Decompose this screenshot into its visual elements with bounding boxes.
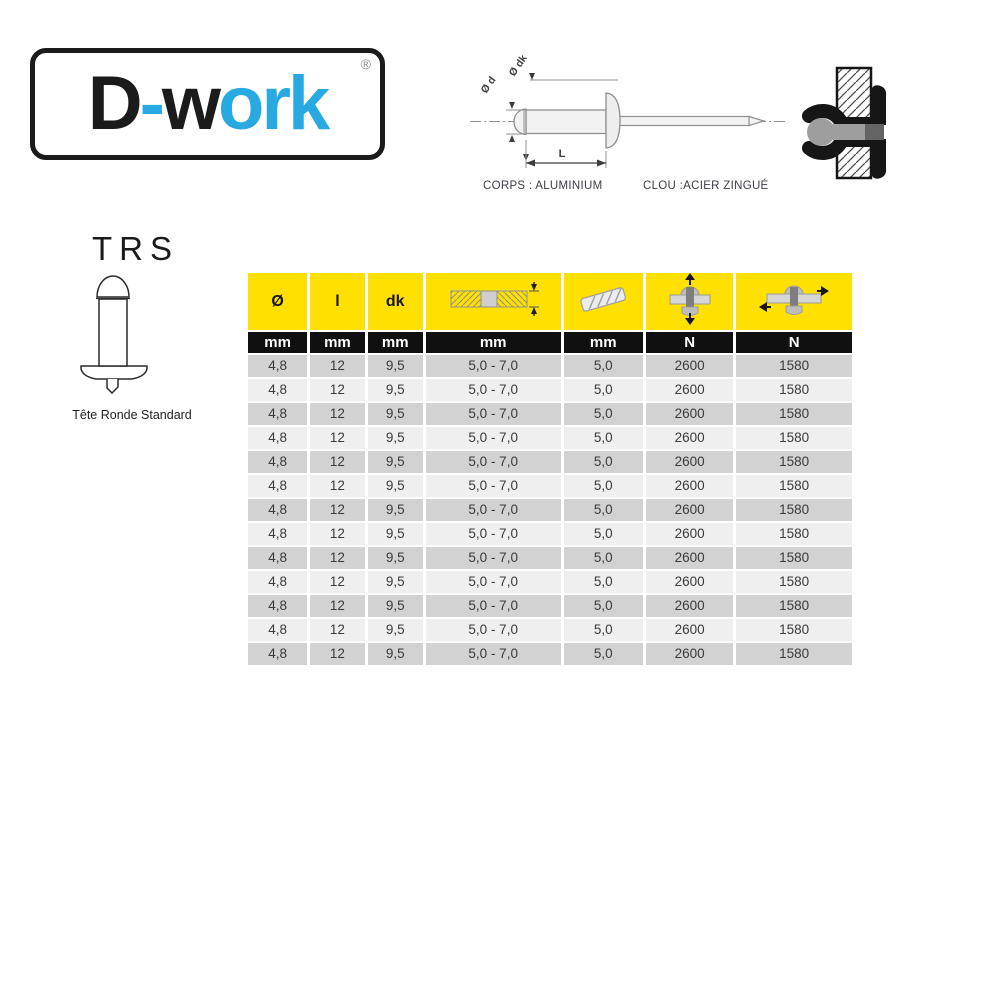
table-cell: 2600 xyxy=(644,594,734,618)
table-cell: 1580 xyxy=(735,474,854,498)
product-code: TRS xyxy=(92,230,179,267)
column-header-clamping xyxy=(424,272,562,331)
table-row xyxy=(247,450,854,474)
table-cell: 12 xyxy=(309,642,366,666)
dim-label-l: L xyxy=(558,148,566,160)
table-cell: 2600 xyxy=(644,402,734,426)
table-cell: 2600 xyxy=(644,642,734,666)
table-cell: 4,8 xyxy=(247,546,309,570)
table-row xyxy=(247,426,854,450)
table-cell: 5,0 - 7,0 xyxy=(424,570,562,594)
product-block xyxy=(52,230,212,422)
logo-segment: D xyxy=(87,61,140,146)
table-cell: 5,0 xyxy=(562,354,644,378)
table-row xyxy=(247,570,854,594)
table-cell: 5,0 xyxy=(562,570,644,594)
table-cell: 1580 xyxy=(735,450,854,474)
registered-trademark-icon: ® xyxy=(360,56,371,72)
table-row xyxy=(247,402,854,426)
table-cell: 5,0 xyxy=(562,642,644,666)
table-cell: 12 xyxy=(309,594,366,618)
table-cell: 9,5 xyxy=(366,378,424,402)
table-cell: 12 xyxy=(309,498,366,522)
table-cell: 5,0 xyxy=(562,426,644,450)
table-row xyxy=(247,594,854,618)
table-cell: 2600 xyxy=(644,546,734,570)
table-cell: 5,0 - 7,0 xyxy=(424,618,562,642)
clamping-range-icon xyxy=(445,281,541,317)
mandrel-head xyxy=(807,118,835,146)
brand-logo xyxy=(30,48,385,160)
table-cell: 9,5 xyxy=(366,402,424,426)
table-cell: 9,5 xyxy=(366,498,424,522)
table-cell: 5,0 xyxy=(562,378,644,402)
table-cell: 2600 xyxy=(644,426,734,450)
table-cell: 1580 xyxy=(735,546,854,570)
table-cell: 2600 xyxy=(644,378,734,402)
table-cell: 4,8 xyxy=(247,594,309,618)
spec-table xyxy=(245,271,855,667)
table-cell: 9,5 xyxy=(366,546,424,570)
unit-cell: N xyxy=(644,331,734,354)
table-cell: 5,0 - 7,0 xyxy=(424,450,562,474)
table-cell: 9,5 xyxy=(366,570,424,594)
table-cell: 2600 xyxy=(644,450,734,474)
unit-cell: mm xyxy=(309,331,366,354)
table-cell: 9,5 xyxy=(366,354,424,378)
table-header-row xyxy=(247,272,854,331)
shear-strength-icon xyxy=(759,279,829,319)
column-header-tensile xyxy=(644,272,734,331)
installed-rivet-illustration xyxy=(793,28,983,188)
unit-cell: mm xyxy=(366,331,424,354)
table-cell: 2600 xyxy=(644,498,734,522)
table-units-row xyxy=(247,331,854,354)
table-row xyxy=(247,642,854,666)
column-header-dk: dk xyxy=(366,272,424,331)
brand-logo-text xyxy=(87,61,328,146)
table-cell: 5,0 - 7,0 xyxy=(424,378,562,402)
table-cell: 9,5 xyxy=(366,426,424,450)
table-cell: 5,0 - 7,0 xyxy=(424,642,562,666)
table-cell: 2600 xyxy=(644,354,734,378)
table-cell: 9,5 xyxy=(366,522,424,546)
table-cell: 5,0 - 7,0 xyxy=(424,354,562,378)
table-cell: 4,8 xyxy=(247,522,309,546)
column-header-shear xyxy=(735,272,854,331)
table-cell: 5,0 xyxy=(562,594,644,618)
unit-cell: mm xyxy=(424,331,562,354)
table-row xyxy=(247,618,854,642)
table-cell: 5,0 xyxy=(562,546,644,570)
rivet-outline-drawing xyxy=(77,272,187,394)
table-cell: 4,8 xyxy=(247,618,309,642)
table-cell: 1580 xyxy=(735,498,854,522)
table-cell: 12 xyxy=(309,426,366,450)
table-cell: 4,8 xyxy=(247,402,309,426)
unit-cell: N xyxy=(735,331,854,354)
table-cell: 4,8 xyxy=(247,498,309,522)
table-cell: 12 xyxy=(309,570,366,594)
logo-segment: w xyxy=(161,61,219,146)
table-row xyxy=(247,474,854,498)
table-cell: 12 xyxy=(309,546,366,570)
logo-segment: - xyxy=(139,61,162,146)
column-header-diameter: Ø xyxy=(247,272,309,331)
table-cell: 9,5 xyxy=(366,450,424,474)
dim-label-dk: Ø dk xyxy=(506,52,530,79)
table-cell: 5,0 xyxy=(562,522,644,546)
table-cell: 4,8 xyxy=(247,570,309,594)
table-cell: 12 xyxy=(309,378,366,402)
table-cell: 5,0 - 7,0 xyxy=(424,594,562,618)
table-cell: 9,5 xyxy=(366,474,424,498)
table-cell: 5,0 - 7,0 xyxy=(424,426,562,450)
tensile-strength-icon xyxy=(667,273,713,325)
table-cell: 12 xyxy=(309,474,366,498)
table-cell: 5,0 - 7,0 xyxy=(424,522,562,546)
column-header-drill xyxy=(562,272,644,331)
table-cell: 4,8 xyxy=(247,426,309,450)
table-cell: 4,8 xyxy=(247,450,309,474)
table-cell: 1580 xyxy=(735,522,854,546)
table-cell: 5,0 - 7,0 xyxy=(424,402,562,426)
table-cell: 2600 xyxy=(644,522,734,546)
logo-segment: ork xyxy=(218,61,328,146)
table-row xyxy=(247,546,854,570)
table-cell: 12 xyxy=(309,354,366,378)
table-cell: 5,0 - 7,0 xyxy=(424,546,562,570)
table-cell: 5,0 xyxy=(562,618,644,642)
table-cell: 1580 xyxy=(735,642,854,666)
table-cell: 1580 xyxy=(735,426,854,450)
table-cell: 4,8 xyxy=(247,378,309,402)
table-cell: 9,5 xyxy=(366,642,424,666)
table-cell: 5,0 - 7,0 xyxy=(424,498,562,522)
table-cell: 4,8 xyxy=(247,474,309,498)
table-cell: 1580 xyxy=(735,402,854,426)
dim-label-d: Ø d xyxy=(478,74,499,96)
table-cell: 1580 xyxy=(735,354,854,378)
rivet-technical-drawing xyxy=(468,50,798,180)
table-cell: 4,8 xyxy=(247,354,309,378)
product-name: Tête Ronde Standard xyxy=(72,408,192,422)
drill-diameter-icon xyxy=(572,284,634,314)
table-cell: 2600 xyxy=(644,474,734,498)
table-cell: 9,5 xyxy=(366,594,424,618)
table-cell: 4,8 xyxy=(247,642,309,666)
table-cell: 5,0 xyxy=(562,474,644,498)
table-cell: 1580 xyxy=(735,594,854,618)
table-cell: 2600 xyxy=(644,570,734,594)
nail-material-caption: CLOU :ACIER ZINGUÉ xyxy=(643,180,769,192)
table-cell: 12 xyxy=(309,522,366,546)
table-cell: 5,0 xyxy=(562,498,644,522)
column-header-length: l xyxy=(309,272,366,331)
table-cell: 1580 xyxy=(735,378,854,402)
table-cell: 5,0 xyxy=(562,402,644,426)
table-cell: 12 xyxy=(309,402,366,426)
table-row xyxy=(247,354,854,378)
unit-cell: mm xyxy=(247,331,309,354)
spec-table-body xyxy=(247,354,854,666)
unit-cell: mm xyxy=(562,331,644,354)
body-material-caption: CORPS : ALUMINIUM xyxy=(483,180,603,192)
table-cell: 5,0 xyxy=(562,450,644,474)
table-cell: 5,0 - 7,0 xyxy=(424,474,562,498)
table-cell: 1580 xyxy=(735,570,854,594)
table-cell: 1580 xyxy=(735,618,854,642)
table-cell: 12 xyxy=(309,618,366,642)
table-cell: 2600 xyxy=(644,618,734,642)
table-cell: 9,5 xyxy=(366,618,424,642)
table-row xyxy=(247,378,854,402)
table-cell: 12 xyxy=(309,450,366,474)
table-row xyxy=(247,498,854,522)
table-row xyxy=(247,522,854,546)
